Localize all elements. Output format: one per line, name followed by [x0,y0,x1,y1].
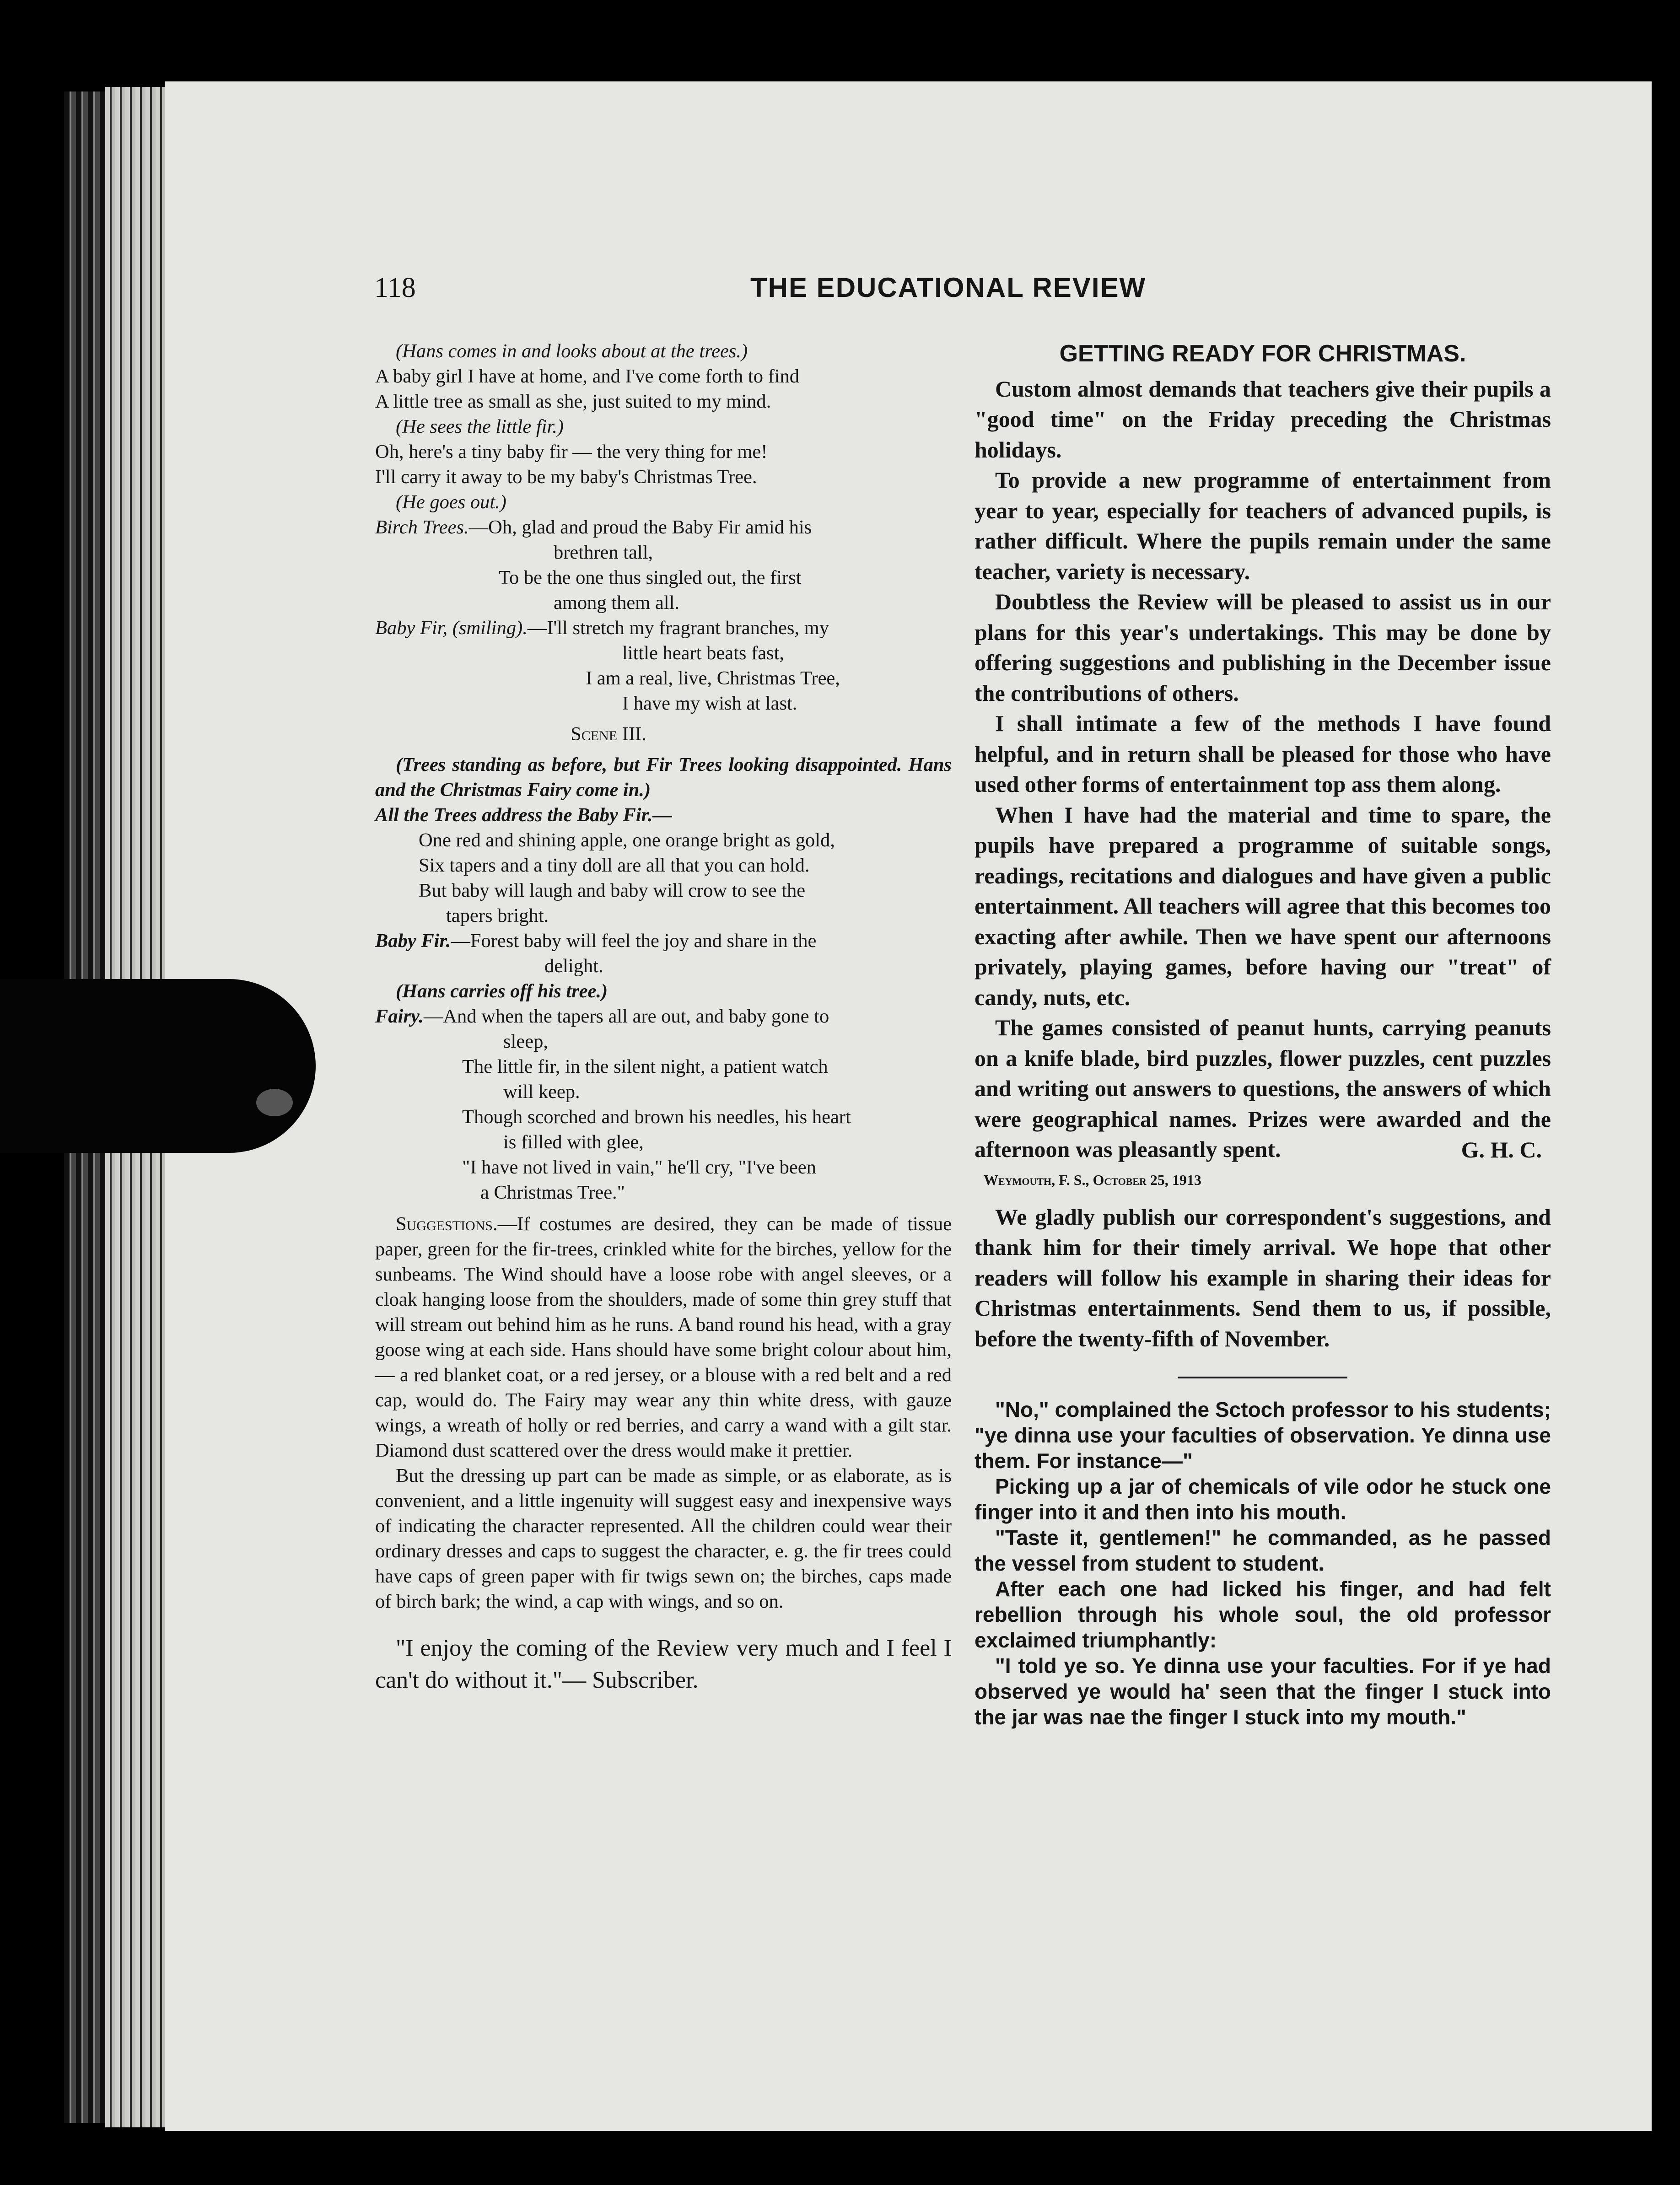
verse-line: a Christmas Tree." [480,1182,625,1203]
stage-direction: (Hans carries off his tree.) [396,980,608,1002]
verse-line: will keep. [503,1081,580,1103]
signature: G. H. C. [1461,1136,1542,1162]
anecdote-paragraph: "Taste it, gentlemen!" he commanded, as he passed the vessel from student to student. [975,1526,1551,1575]
verse-line: I am a real, live, Christmas Tree, [586,667,840,689]
running-head: THE EDUCATIONAL REVIEW [750,272,1147,303]
article-title: GETTING READY FOR CHRISTMAS. [1059,340,1466,367]
subscriber-quote: "I enjoy the coming of the Review very much and I feel I can't do without it."— Subscriber. [375,1635,952,1693]
verse-line: I'll carry it away to be my baby's Christmas Tree. [375,466,757,488]
verse-line: The little fir, in the silent night, a patient watch [462,1056,828,1077]
speaker: Baby Fir, (smiling). [375,617,528,639]
stage-direction: (Hans comes in and looks about at the trees.) [396,340,748,362]
verse-line: —And when the tapers all are out, and baby gone to [423,1006,829,1027]
stage-direction: (He sees the little fir.) [396,416,564,437]
paragraph: The games consisted of peanut hunts, carrying peanuts on a knife blade, bird puzzles, flower puzzles, cent puzzles and writing out answers to questions, the answers of which were geographical names. Prizes were awarded and the afternoon was pleasantly spent. [975,1015,1551,1162]
suggestions-text: —If costumes are desired, they can be made of tissue paper, green for the fir-trees, crinkled white for the birches, yellow for the sunbeams. The Wind should have a loose robe with angel sleeves, or a cloak hanging loose from the shoulders, made of some thin grey stuff that will stream out behind him as he runs. A band round his head, with a gray goose wing at each side. Hans should have some bright colour about him,— a red blanket coat, or a red jersey, or a blouse with a red belt and a red cap, would do. The Fairy may wear any thin white dress, with gauze wings, a wreath of holly or red berries, and carry a wand with a gilt star. Diamond dust scattered over the dress would make it prettier. [375,1213,952,1461]
verse-line: Though scorched and brown his needles, his heart [462,1106,851,1128]
suggestions-heading: Suggestions. [396,1213,498,1235]
paragraph: Custom almost demands that teachers give their pupils a "good time" on the Friday preceding the Christmas holidays. [975,376,1551,463]
anecdote-paragraph: "I told ye so. Ye dinna use your faculties. For if ye had observed ye would ha' seen that the finger I stuck into the jar was nae the finger I stuck into my mouth." [975,1654,1551,1729]
verse-line: "I have not lived in vain," he'll cry, "I've been [462,1157,816,1178]
anecdote-paragraph: After each one had licked his finger, and had felt rebellion through his whole soul, the old professor exclaimed triumphantly: [975,1577,1551,1652]
speaker: All the Trees address the Baby Fir.— [375,804,672,826]
page-number: 118 [374,272,416,303]
thumb-highlight [256,1089,293,1116]
speaker: Birch Trees. [375,517,469,538]
paragraph: I shall intimate a few of the methods I have found helpful, and in return shall be pleased for those who have used other forms of entertainment top ass them along. [975,710,1551,797]
verse-line: —Oh, glad and proud the Baby Fir amid his [468,517,812,538]
verse-line: One red and shining apple, one orange bright as gold, [419,829,835,851]
verse-line: —I'll stretch my fragrant branches, my [527,617,829,639]
stage-direction: (He goes out.) [396,491,506,513]
verse-line: But baby will laugh and baby will crow to see the [419,880,806,901]
verse-line: brethren tall, [554,542,653,563]
speaker: Baby Fir. [375,930,451,952]
anecdote-paragraph: Picking up a jar of chemicals of vile odor he stuck one finger into it and then into his mouth. [975,1475,1551,1524]
stage-direction: (Trees standing as before, but Fir Trees looking disappointed. Hans and the Christmas Fairy come in.) [375,754,952,801]
paragraph: But the dressing up part can be made as simple, or as elaborate, as is convenient, and a little ingenuity will suggest easy and inexpensive ways of indicating the character represented. All the children could wear their ordinary dresses and caps to suggest the character, e. g. the fir trees could have caps of green paper with fir twigs sewn on; the birches, caps made of birch bark; the wind, a cap with wings, and so on. [375,1465,952,1612]
verse-line: Oh, here's a tiny baby fir — the very thing for me! [375,441,768,463]
left-column [375,339,952,1696]
paragraph: When I have had the material and time to spare, the pupils have prepared a programme of suitable songs, readings, recitations and dialogues and have given a public entertainment. All teachers will agree that this becomes too exacting after awhile. Then we have spent our afternoons privately, playing games, before having our "treat" of candy, nuts, etc. [975,802,1551,1010]
verse-line: is filled with glee, [503,1131,644,1153]
verse-line: tapers bright. [446,905,549,926]
verse-line: I have my wish at last. [622,693,797,714]
anecdote-paragraph: "No," complained the Sctoch professor to his students; "ye dinna use your faculties of observation. Ye dinna use them. For instance—" [975,1398,1551,1473]
paragraph: We gladly publish our correspondent's suggestions, and thank him for their timely arrival. We hope that other readers will follow his example in sharing their ideas for Christmas entertainments. Send them to us, if possible, before the twenty-fifth of November. [975,1204,1551,1351]
verse-line: little heart beats fast, [622,642,785,664]
paragraph: Doubtless the Review will be pleased to assist us in our plans for this year's undertakings. This may be done by offering suggestions and publishing in the December issue the contributions of others. [975,589,1551,706]
verse-line: sleep, [503,1031,548,1052]
dateline: Weymouth, F. S., October 25, 1913 [984,1172,1201,1188]
verse-line: delight. [544,955,603,977]
verse-line: A little tree as small as she, just suited to my mind. [375,391,771,412]
verse-line: To be the one thus singled out, the first [499,567,802,588]
paragraph: To provide a new programme of entertainment from year to year, especially for teachers of advanced pupils, is rather difficult. Where the pupils remain under the same teacher, variety is necessary. [975,467,1551,584]
divider [1178,1377,1347,1378]
verse-line: among them all. [554,592,680,614]
right-column [975,339,1551,1730]
verse-line: —Forest baby will feel the joy and share in the [451,930,817,952]
thumb-shadow [0,979,316,1153]
verse-line: A baby girl I have at home, and I've come forth to find [375,366,800,387]
speaker: Fairy. [375,1006,424,1027]
scene-heading: Scene III. [571,723,646,745]
verse-line: Six tapers and a tiny doll are all that you can hold. [419,855,810,876]
